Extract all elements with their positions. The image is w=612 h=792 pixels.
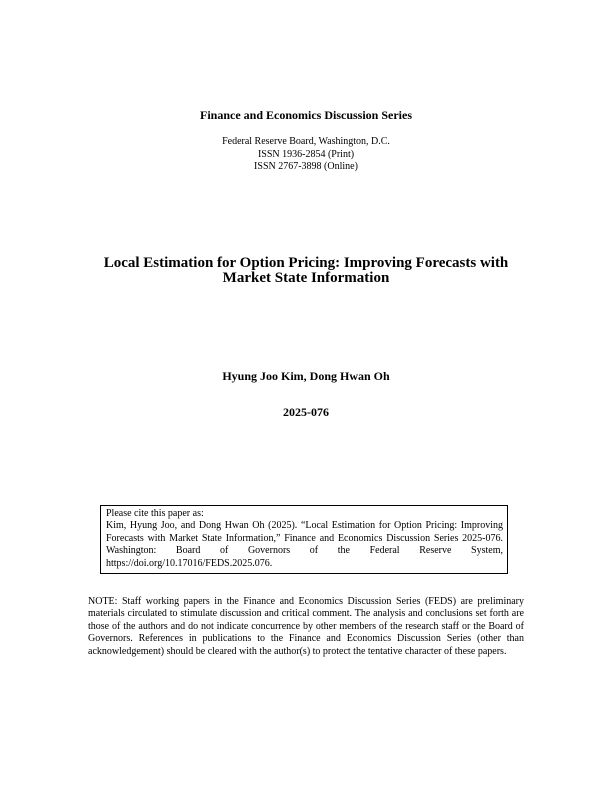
citation-text: Kim, Hyung Joo, and Dong Hwan Oh (2025). “Local Estimation for Option Pricing: Improving Forecasts with Market State Information,” Finance and Economics Discussion Series 2025-076. Washington: Board of Governors of the Federal Reserve System, https://doi.org/10.17016/FEDS.2025.076. — [106, 520, 503, 569]
series-title: Finance and Economics Discussion Series — [199, 108, 412, 122]
paper-number: 2025-076 — [283, 405, 329, 419]
disclaimer-note: NOTE: Staff working papers in the Finance and Economics Discussion Series (FEDS) are preliminary materials circulated to stimulate discussion and critical comment. The analysis and conclusions set forth are those of the authors and do not indicate concurrence by other members of the research staff or the Board of Governors. References in publications to the Finance and Economics Discussion Series (other than acknowledgement) should be cleared with the author(s) to protect the tentative character of these papers. — [88, 596, 524, 657]
citation-box — [100, 505, 508, 574]
publisher-name: Federal Reserve Board, Washington, D.C. — [222, 136, 390, 147]
issn-print: ISSN 1936-2854 (Print) — [257, 148, 355, 160]
citation-intro: Please cite this paper as: — [106, 508, 204, 519]
issn-online: ISSN 2767-3898 (Online) — [254, 161, 358, 172]
authors: Hyung Joo Kim, Dong Hwan Oh — [222, 369, 390, 383]
publisher-block — [0, 136, 612, 174]
paper-title-line-1: Local Estimation for Option Pricing: Improving Forecasts with — [103, 255, 509, 271]
paper-title — [60, 256, 552, 286]
paper-title-line-2: Market State Information — [222, 270, 390, 286]
